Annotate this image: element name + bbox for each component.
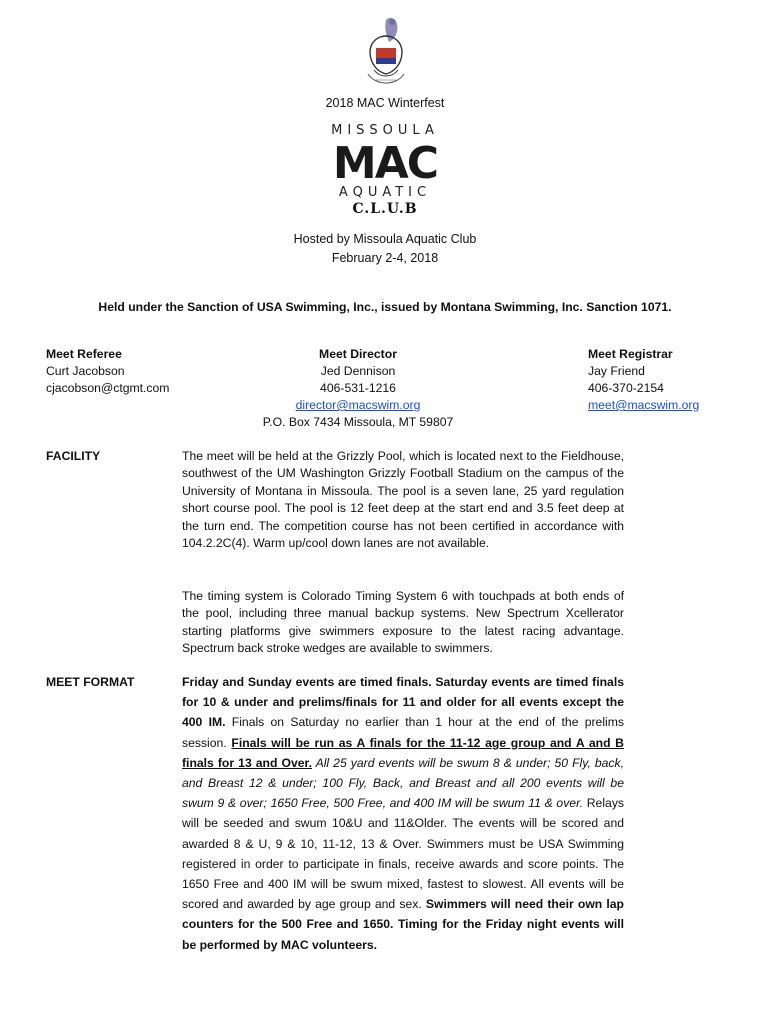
meet-dates: February 2-4, 2018 bbox=[331, 251, 439, 265]
director-address: P.O. Box 7434 Missoula, MT 59807 bbox=[262, 415, 454, 429]
host-info bbox=[0, 230, 770, 268]
referee-email: cjacobson@ctgmt.com bbox=[46, 381, 170, 395]
registrar-email-link[interactable]: meet@macswim.org bbox=[588, 398, 700, 412]
meet-registrar bbox=[588, 346, 699, 414]
registrar-title: Meet Registrar bbox=[588, 347, 673, 361]
director-name: Jed Dennison bbox=[320, 364, 396, 378]
logo-bottom-word: C.L.U.B bbox=[352, 201, 418, 216]
registrar-phone: 406-370-2154 bbox=[588, 381, 664, 395]
logo-top-word: MISSOULA bbox=[331, 123, 439, 138]
logo-lower-word: AQUATIC bbox=[338, 185, 432, 200]
director-phone: 406-531-1216 bbox=[320, 381, 396, 395]
registrar-name: Jay Friend bbox=[588, 364, 645, 378]
sanction-statement: Held under the Sanction of USA Swimming, Inc., issued by Montana Swimming, Inc. Sanction 1071. bbox=[98, 300, 672, 314]
facility-paragraph-2: The timing system is Colorado Timing System 6 with touchpads at both ends of the pool, including three manual backup systems. New Spectrum Xcellerator starting platforms give swimmers exposure to the latest racing advantage. Spectrum back stroke wedges are available to swimmers. bbox=[182, 589, 624, 656]
logo-middle-word: MAC bbox=[332, 138, 438, 189]
meet-referee bbox=[46, 346, 169, 397]
format-age-events: All 25 yard events will be swum 8 & under; 50 Fly, back, and Breast 12 & under; 100 Fly, Back, and Breast and all 200 events will be swum 9 & over; 1650 Free, 500 Free, and 400 IM will be swum 11 & over. bbox=[182, 755, 625, 811]
montana-swimming-logo bbox=[356, 12, 416, 92]
director-title: Meet Director bbox=[319, 347, 397, 361]
format-bold-intro: Friday and Sunday events are timed finals. Saturday events are timed finals for 10 & under and prelims/finals for 11 and older for all events except the 400 IM. bbox=[182, 675, 624, 730]
facility-label: FACILITY bbox=[46, 449, 101, 463]
missoula-aquatic-club-logo bbox=[330, 120, 440, 216]
meet-format-label: MEET FORMAT bbox=[46, 675, 135, 689]
format-finals-note: Finals will be run as A finals for the 11-12 age group and A and B finals for 13 and Over. bbox=[182, 735, 624, 770]
format-lap-counters: Swimmers will need their own lap counters for the 500 Free and 1650. Timing for the Friday night events will be performed by MAC volunteers. bbox=[182, 897, 624, 952]
format-text-1: Finals on Saturday no earlier than 1 hour at the end of the prelims session. bbox=[182, 715, 624, 750]
host-line: Hosted by Missoula Aquatic Club bbox=[293, 232, 477, 246]
referee-title: Meet Referee bbox=[46, 347, 122, 361]
facility-paragraph-1: The meet will be held at the Grizzly Pool, which is located next to the Fieldhouse, southwest of the UM Washington Grizzly Football Stadium on the campus of the University of Montana in Missoula. The pool is a seven lane, 25 yard regulation short course pool. The pool is 12 feet deep at the start end and 3.5 feet deep at the turn end. The competition course has not been certified in accordance with 104.2.2C(4). Warm up/cool down lanes are not available. bbox=[182, 449, 624, 551]
format-text-2: Relays will be seeded and swum 10&U and 11&Older. The events will be scored and awarded 8 & U, 9 & 10, 11-12, 13 & Over. Swimmers must be USA Swimming registered in order to participate in finals, receive awards and score points. The 1650 Free and 400 IM will be swum mixed, fastest to slowest. All events will be scored and awarded by age group and sex. bbox=[182, 796, 625, 912]
director-email-link[interactable]: director@macswim.org bbox=[295, 398, 421, 412]
meet-title: 2018 MAC Winterfest bbox=[325, 96, 445, 110]
meet-director bbox=[258, 346, 458, 431]
meet-format-paragraph bbox=[182, 672, 624, 955]
referee-name: Curt Jacobson bbox=[46, 364, 125, 378]
